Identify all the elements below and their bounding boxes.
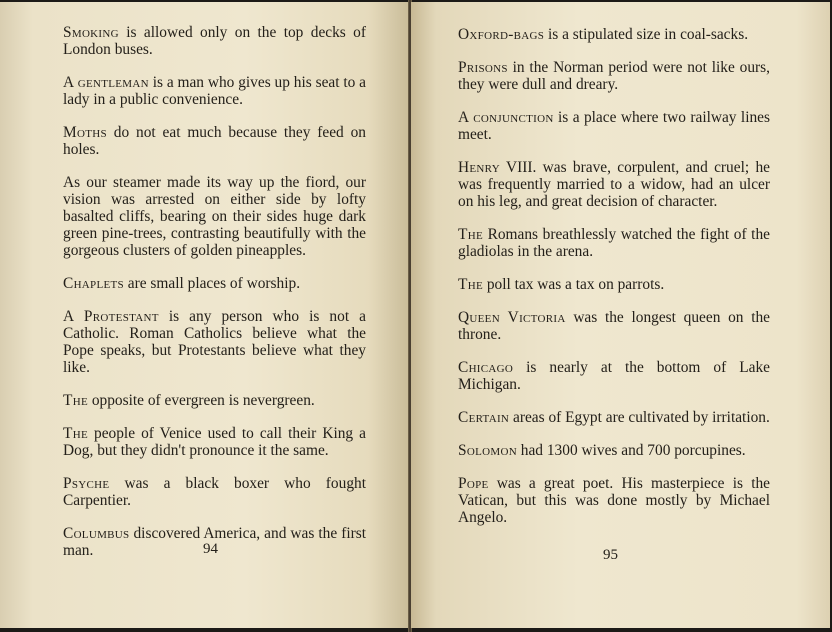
entry-text: is nearly at the bottom of Lake Michigan. [458, 359, 770, 393]
entry-lead: A conjunction [458, 109, 554, 126]
entry-lead: Certain [458, 409, 510, 426]
entry [63, 124, 366, 158]
entry [458, 159, 770, 210]
entry-lead: A Protestant [63, 308, 159, 325]
entry-text: was the longest queen on the throne. [458, 309, 771, 343]
entry-lead: Smoking [63, 24, 119, 41]
entry-text: As our steamer made its way up the fiord, our vision was arrested on either side by lofty basalted cliffs, bearing on their sides huge dark green pine-trees, contrasting beautifully with the gorgeous clusters of golden pineapples. [63, 174, 366, 259]
entry-lead: Psyche [63, 475, 110, 492]
entry-text: was a great poet. His masterpiece is the Vatican, but this was done mostly by Michael Angelo. [458, 475, 770, 526]
entry-text: is a stipulated size in coal-sacks. [544, 26, 749, 43]
entry [63, 425, 366, 459]
entry [458, 442, 770, 459]
entry [63, 174, 366, 259]
entry [458, 409, 770, 426]
entry-lead: Pope [458, 475, 489, 492]
entry-lead: Chaplets [63, 275, 124, 292]
entry [458, 59, 770, 93]
entry [63, 74, 366, 108]
entry-text: areas of Egypt are cultivated by irritation. [509, 409, 770, 426]
entry-lead: Moths [63, 124, 107, 141]
entry-text: discovered America, and was the first man. [63, 525, 366, 559]
entry-lead: The [63, 425, 88, 442]
entry-lead: Prisons [458, 59, 508, 76]
right-page-entries [458, 26, 770, 542]
entry-text: was a black boxer who fought Carpentier. [63, 475, 366, 509]
entry-lead: The [63, 392, 88, 409]
entry-text: is any person who is not a Catholic. Roman Catholics believe what the Pope speaks, but Protestants believe what they like. [63, 308, 366, 376]
left-page [0, 2, 409, 628]
entry [458, 26, 770, 43]
right-page [411, 2, 830, 628]
entry-lead: Henry [458, 159, 500, 176]
entry [458, 226, 770, 260]
entry-lead: Solomon [458, 442, 517, 459]
entry [458, 276, 770, 293]
entry-text: is a place where two railway lines meet. [458, 109, 770, 143]
entry-lead: Oxford-bags [458, 26, 545, 43]
entry-lead: The [458, 276, 483, 293]
entry-text: people of Venice used to call their King a Dog, but they didn't pronounce it the same. [63, 425, 366, 459]
entry-lead: A gentleman [63, 74, 149, 91]
entry-text: had 1300 wives and 700 porcupines. [516, 442, 746, 459]
entry-lead: Queen Victoria [458, 309, 566, 326]
page-number: 95 [603, 547, 618, 563]
left-page-entries [63, 24, 366, 575]
entry-lead: The [458, 226, 483, 243]
entry-text: VIII. was brave, corpulent, and cruel; he was frequently married to a widow, had an ulcer on his leg, and great decision of character. [458, 159, 770, 210]
entry [63, 392, 366, 409]
entry-text: poll tax was a tax on parrots. [482, 276, 665, 293]
entry [458, 359, 770, 393]
page-number: 94 [203, 541, 218, 557]
entry-text: do not eat much because they feed on holes. [63, 124, 366, 158]
entry-text: is allowed only on the top decks of London buses. [63, 24, 366, 58]
entry [63, 308, 366, 376]
entry [458, 475, 770, 526]
entry-text: in the Norman period were not like ours, they were dull and dreary. [458, 59, 770, 93]
entry [63, 475, 366, 509]
entry-text: are small places of worship. [123, 275, 301, 292]
entry [458, 309, 770, 343]
entry-text: opposite of evergreen is nevergreen. [87, 392, 315, 409]
entry [458, 109, 770, 143]
entry [63, 275, 366, 292]
entry-lead: Chicago [458, 359, 514, 376]
entry [63, 24, 366, 58]
entry-text: is a man who gives up his seat to a lady in a public convenience. [63, 74, 367, 108]
entry-text: Romans breathlessly watched the fight of the gladiolas in the arena. [458, 226, 770, 260]
entry-lead: Columbus [63, 525, 130, 542]
